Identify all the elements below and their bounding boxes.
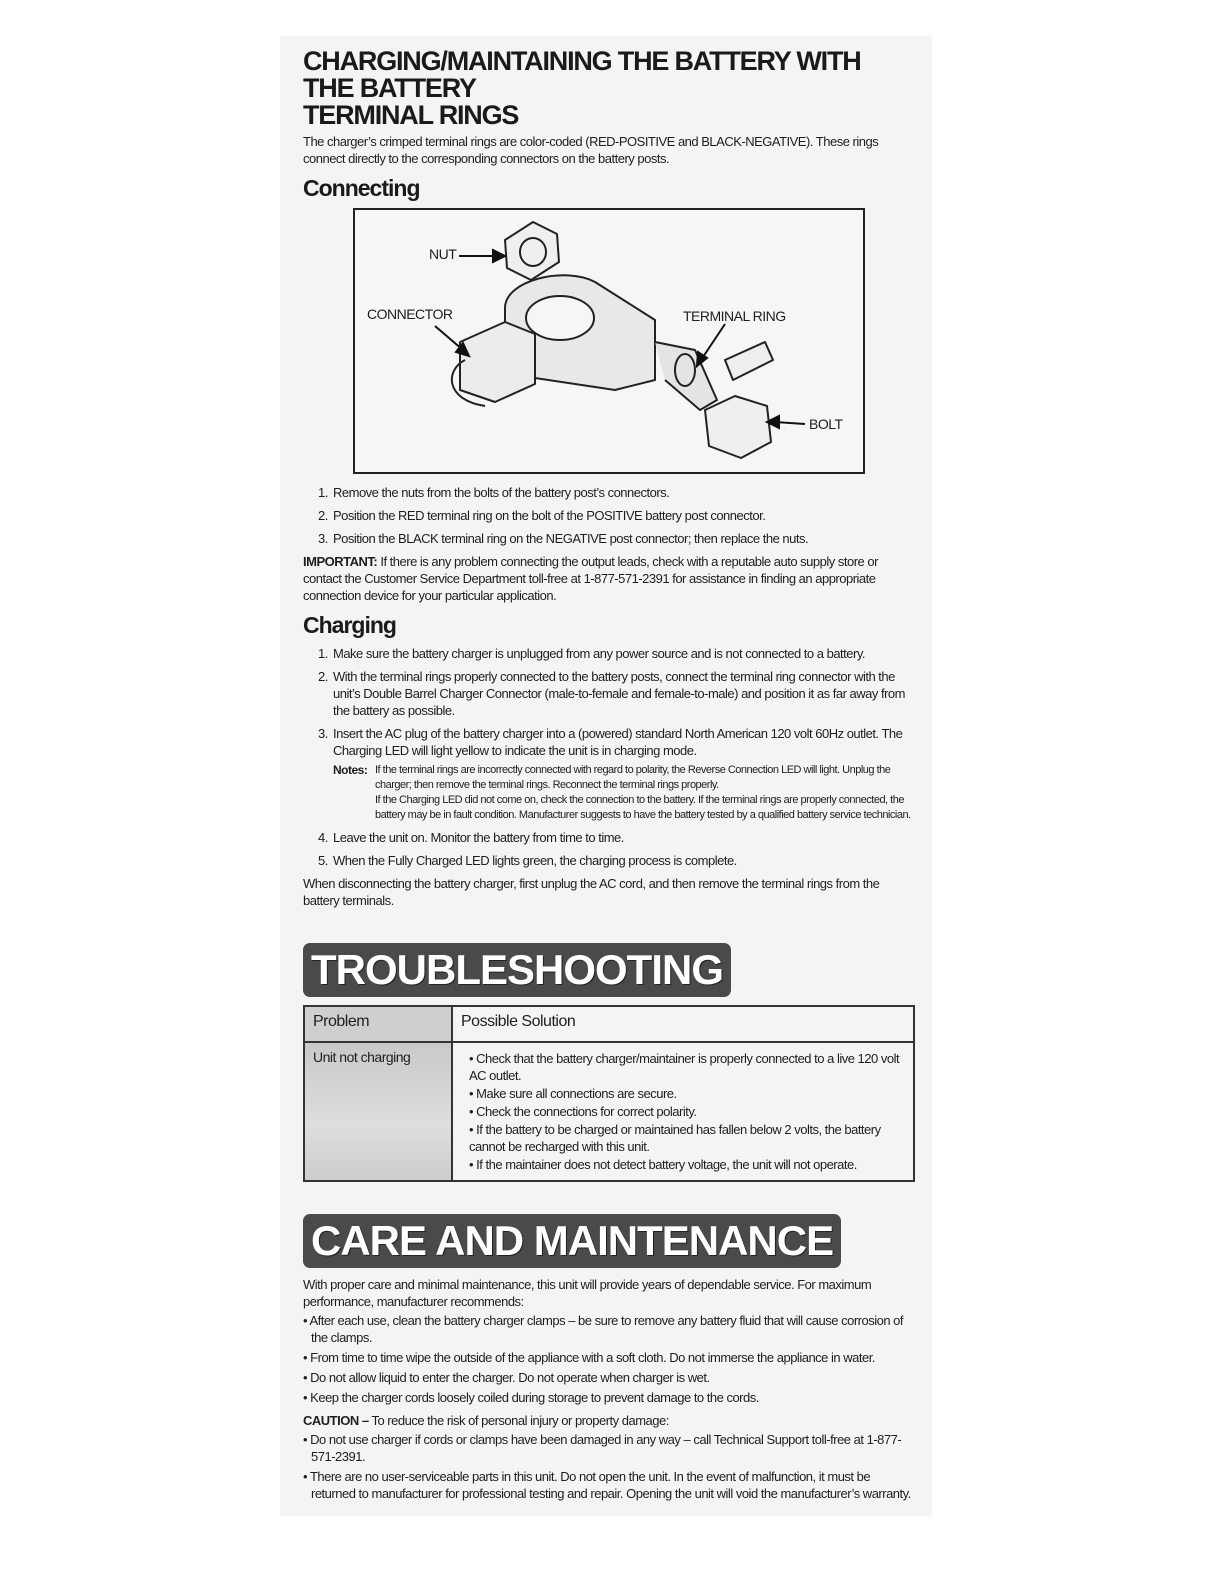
connecting-heading: Connecting	[303, 175, 420, 201]
section-title-line2: TERMINAL RINGS	[303, 100, 519, 130]
charging-step: 2. With the terminal rings properly connected to the battery posts, connect the terminal ring connector with the unit’s Double Barrel Charger Connector (male-to-female and female-to-male) and position it as far away from the battery as possible.	[331, 668, 915, 719]
caution-note	[303, 1412, 915, 1429]
care-bullet: • Keep the charger cords loosely coiled during storage to prevent damage to the cords.	[303, 1389, 915, 1406]
bolt-head	[705, 396, 771, 458]
charging-steps	[303, 645, 915, 869]
charging-step: Insert the AC plug of the battery charger into a (powered) standard North American 120 volt 60Hz outlet. The Charging LED will light yellow to indicate the unit is in charging mode.	[333, 726, 903, 758]
solution-item: • If the maintainer does not detect battery voltage, the unit will not operate.	[469, 1156, 905, 1173]
section-title-line1: CHARGING/MAINTAINING THE BATTERY WITH THE BATTERY	[303, 46, 861, 103]
charging-note: If the Charging LED did not come on, check the connection to the battery. If the terminal rings are properly connected, the battery may be in fault condition. Manufacturer suggests to have the battery tested by a qualified battery service technician.	[375, 794, 911, 821]
connecting-step: 2. Position the RED terminal ring on the bolt of the POSITIVE battery post connector.	[331, 507, 915, 524]
care-bullet: • Do not allow liquid to enter the charger. Do not operate when charger is wet.	[303, 1369, 915, 1386]
solution-cell	[452, 1042, 914, 1181]
clamp-opening	[526, 296, 594, 340]
important-text: If there is any problem connecting the output leads, check with a reputable auto supply store or contact the Customer Service Department toll-free at 1-877-571-2391 for assistance in finding an appropriate connection device for your particular application.	[303, 554, 878, 603]
problem-column-header: Problem	[304, 1006, 452, 1042]
care-maintenance-banner: CARE AND MAINTENANCE	[303, 1214, 841, 1268]
section-intro: The charger’s crimped terminal rings are color-coded (RED-POSITIVE and BLACK-NEGATIVE). These rings connect directly to the corresponding connectors on the battery posts.	[303, 134, 879, 166]
solution-item: • If the battery to be charged or maintained has fallen below 2 volts, the battery cannot be recharged with this unit.	[469, 1121, 905, 1155]
bolt-label: BOLT	[809, 416, 843, 432]
care-bullet: • After each use, clean the battery charger clamps – be sure to remove any battery fluid that will cause corrosion of the clamps.	[303, 1312, 915, 1346]
caution-bullets	[303, 1431, 915, 1502]
charging-step: 1. Make sure the battery charger is unplugged from any power source and is not connected to a battery.	[331, 645, 915, 662]
solution-list	[461, 1050, 905, 1173]
connecting-steps	[303, 484, 915, 547]
problem-cell: Unit not charging	[304, 1042, 452, 1181]
nut-label: NUT	[429, 246, 457, 262]
section-title	[303, 48, 915, 129]
caution-text: To reduce the risk of personal injury or property damage:	[371, 1413, 669, 1428]
charging-note: If the terminal rings are incorrectly connected with regard to polarity, the Reverse Connection LED will light. Unplug the charger; then remove the terminal rings. Reconnect the terminal rings properly.	[375, 764, 891, 791]
charging-step-with-notes	[331, 725, 915, 823]
solution-item: • Check that the battery charger/maintainer is properly connected to a live 120 volt AC outlet.	[469, 1050, 905, 1084]
caution-bullet: • There are no user-serviceable parts in this unit. Do not open the unit. In the event of malfunction, it must be returned to manufacturer for professional testing and repair. Opening the unit will void the manufacturer’s warranty.	[303, 1468, 915, 1502]
terminal-ring-tab	[725, 342, 773, 380]
notes-label: Notes:	[333, 763, 368, 777]
terminal-ring-label: TERMINAL RING	[683, 308, 786, 324]
troubleshooting-table	[303, 1005, 915, 1182]
troubleshooting-banner: TROUBLESHOOTING	[303, 943, 731, 997]
charging-step: 5. When the Fully Charged LED lights green, the charging process is complete.	[331, 852, 915, 869]
caution-bullet: • Do not use charger if cords or clamps have been damaged in any way – call Technical Support toll-free at 1-877-571-2391.	[303, 1431, 915, 1465]
charging-heading: Charging	[303, 612, 396, 638]
solution-item: • Check the connections for correct polarity.	[469, 1103, 905, 1120]
care-intro: With proper care and minimal maintenance, this unit will provide years of dependable service. For maximum performance, manufacturer recommends:	[303, 1277, 872, 1309]
care-bullets	[303, 1312, 915, 1406]
connector-block	[460, 322, 535, 402]
connecting-step: 1. Remove the nuts from the bolts of the battery post’s connectors.	[331, 484, 915, 501]
charging-step: 4. Leave the unit on. Monitor the battery from time to time.	[331, 829, 915, 846]
important-label: IMPORTANT:	[303, 554, 378, 569]
solution-column-header: Possible Solution	[452, 1006, 914, 1042]
terminal-ring-diagram	[353, 208, 865, 474]
table-row	[304, 1042, 914, 1181]
bolt-shaft	[655, 342, 717, 410]
important-note	[303, 553, 915, 604]
charging-notes	[333, 763, 915, 823]
caution-label: CAUTION –	[303, 1413, 369, 1428]
connecting-step: 3. Position the BLACK terminal ring on the NEGATIVE post connector; then replace the nuts.	[331, 530, 915, 547]
solution-item: • Make sure all connections are secure.	[469, 1085, 905, 1102]
table-header-row	[304, 1006, 914, 1042]
care-bullet: • From time to time wipe the outside of the appliance with a soft cloth. Do not immerse the appliance in water.	[303, 1349, 915, 1366]
nut-shape	[505, 222, 559, 280]
manual-page	[303, 48, 915, 1505]
connector-label: CONNECTOR	[367, 306, 453, 322]
disconnect-instructions: When disconnecting the battery charger, first unplug the AC cord, and then remove the terminal rings from the battery terminals.	[303, 876, 880, 908]
